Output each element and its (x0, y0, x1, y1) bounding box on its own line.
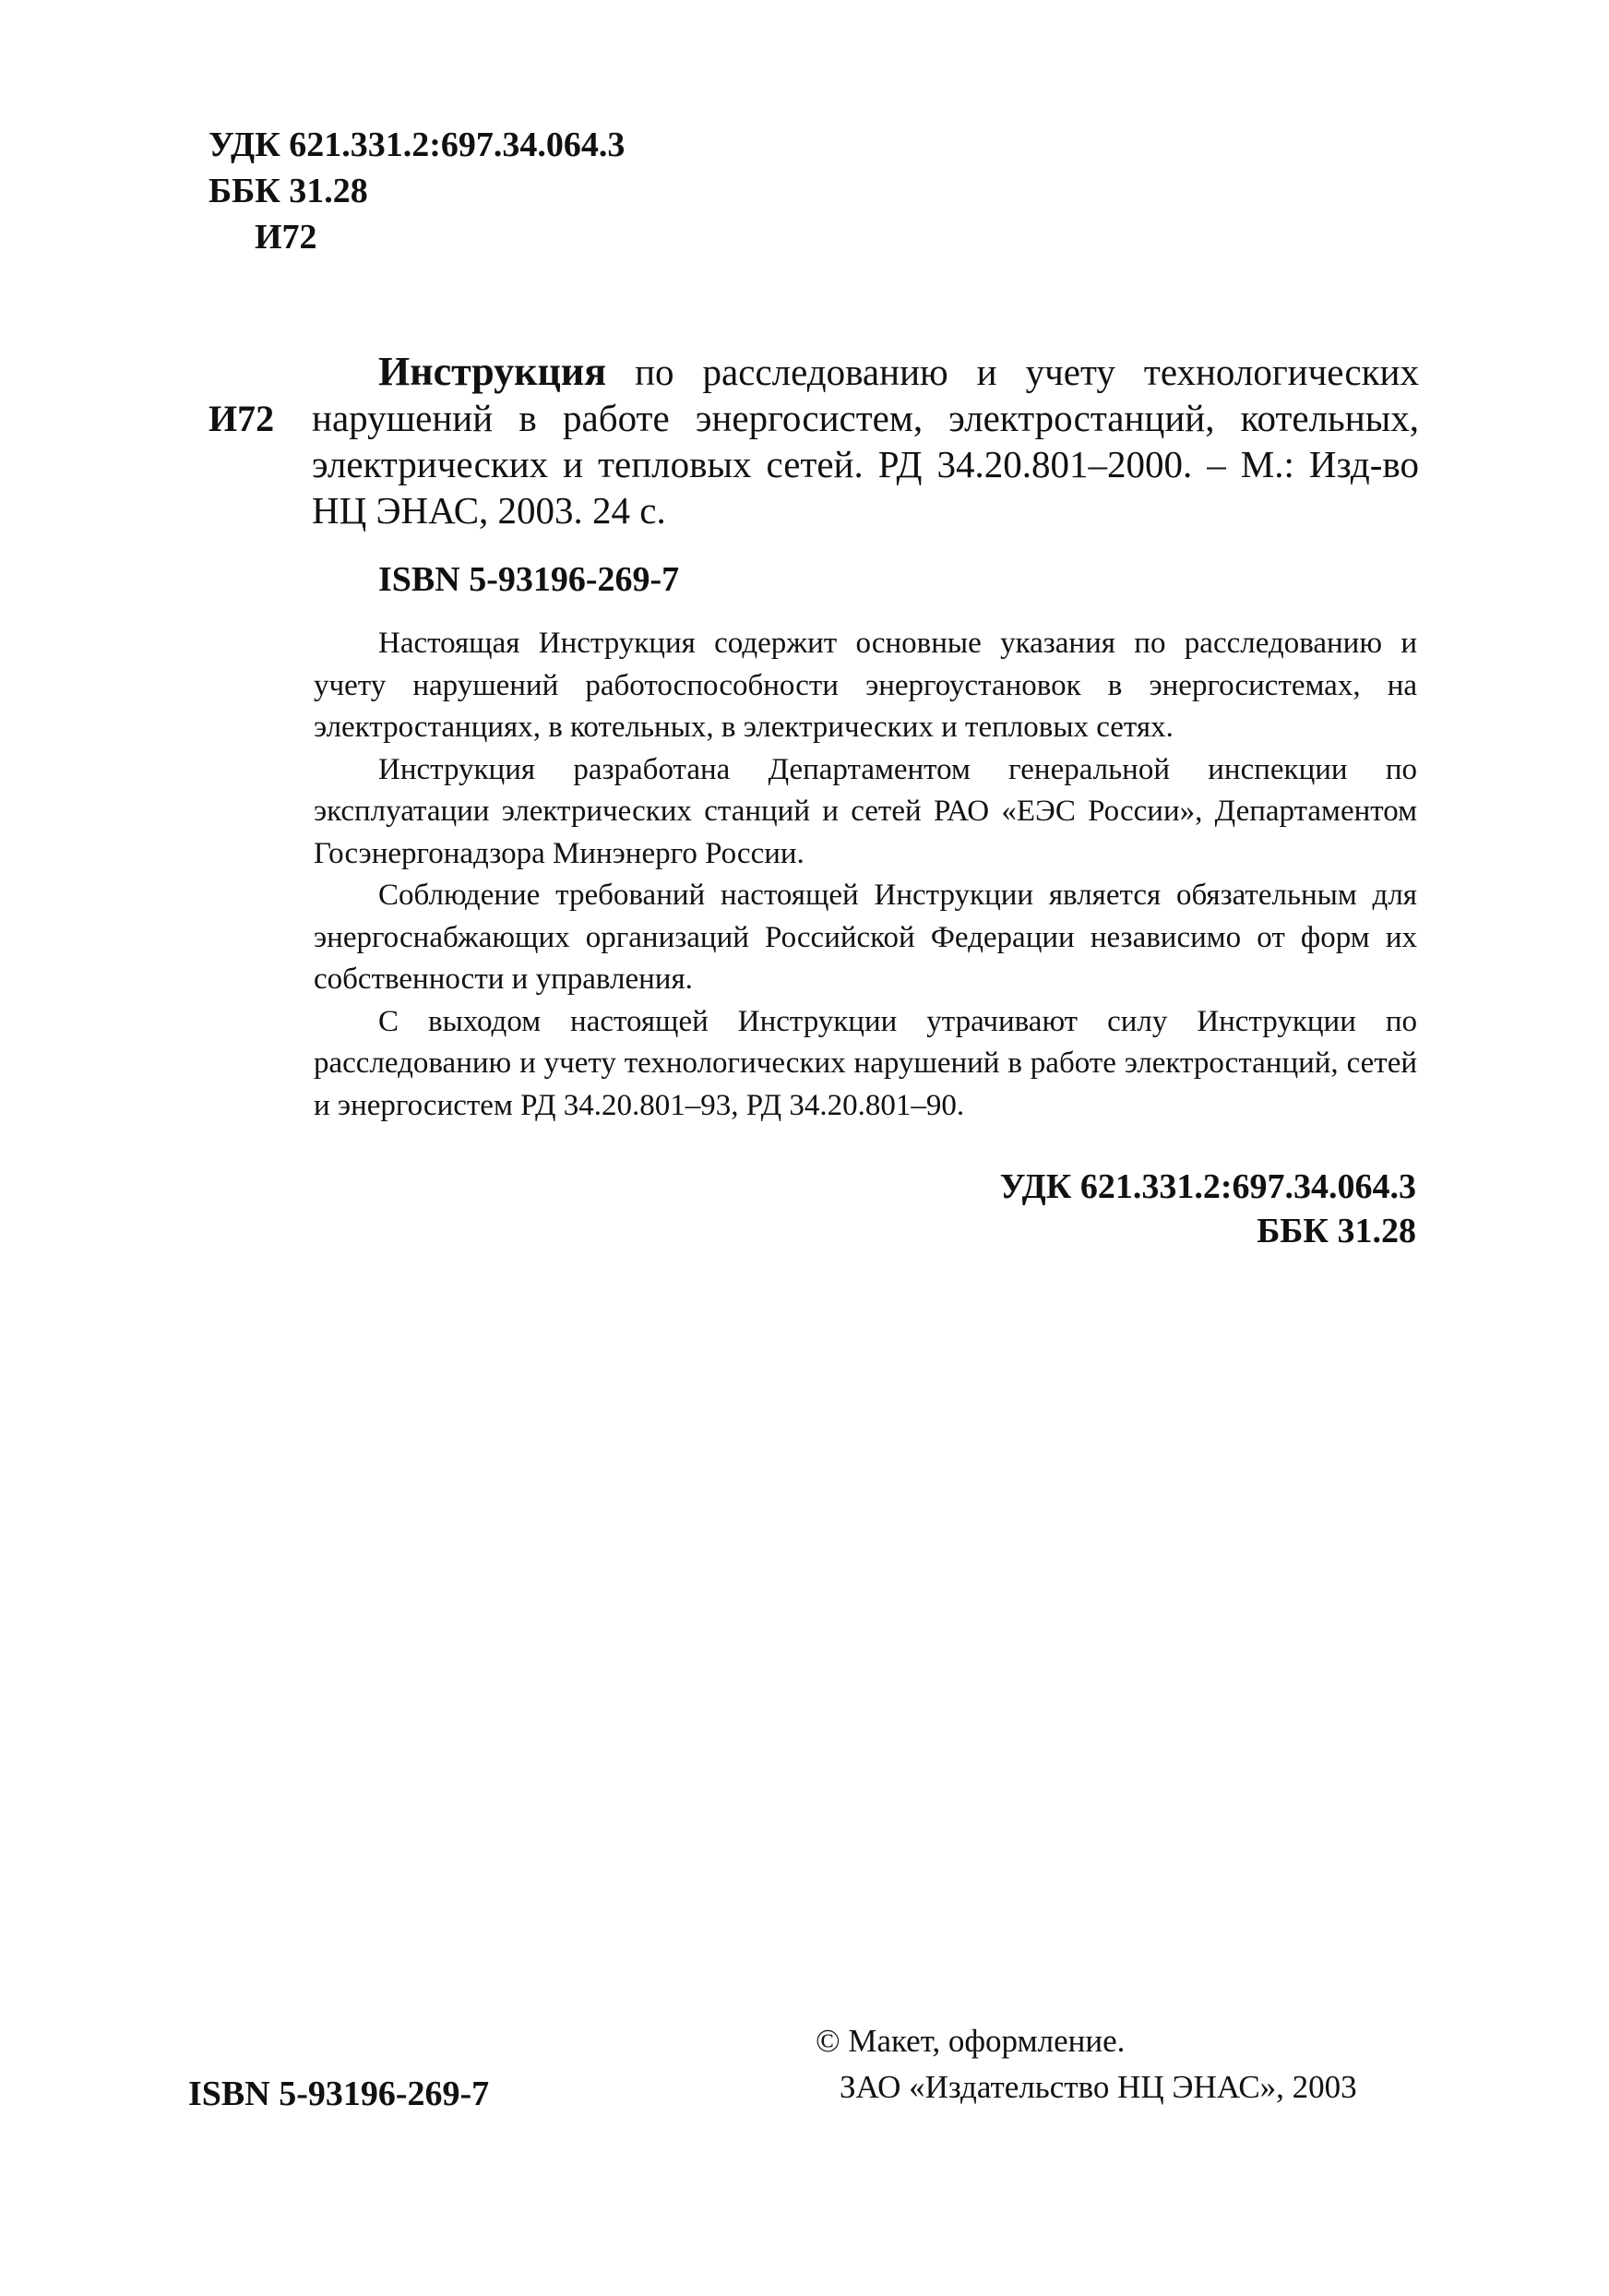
footer-isbn: ISBN 5-93196-269-7 (188, 2075, 490, 2113)
bbk-code-right: ББК 31.28 (1257, 1212, 1416, 1250)
annotation-paragraph: С выходом настоящей Инструкции утрачивают силу Инструкции по расследованию и учету технологических нарушений в работе электростанций, сетей и энергосистем РД 34.20.801–93, РД 34.20.801–90. (314, 1004, 1417, 1122)
udk-code: УДК 621.331.2:697.34.064.3 (209, 126, 626, 164)
classification-codes-top (209, 122, 625, 260)
classification-codes-right (1000, 1165, 1416, 1253)
bbk-code: ББК 31.28 (209, 172, 368, 210)
annotation-paragraph: Настоящая Инструкция содержит основные указания по расследованию и учету нарушений работоспособности энергоустановок в энергосистемах, на электростанциях, в котельных, в электрических и тепловых сетях. (314, 627, 1417, 744)
entry-title-word: Инструкция (378, 349, 607, 394)
annotation-paragraph: Соблюдение требований настоящей Инструкции является обязательным для энергоснабжающих организаций Российской Федерации независимо от форм их собственности и управления. (314, 879, 1417, 996)
copyright-notice (816, 2018, 1357, 2111)
author-mark: И72 (255, 218, 317, 257)
entry-author-mark: И72 (209, 398, 275, 439)
annotation (314, 623, 1417, 1127)
entry-isbn: ISBN 5-93196-269-7 (378, 560, 680, 599)
bibliographic-entry (312, 349, 1419, 533)
copyright-line-2: ЗАО «Издательство НЦ ЭНАС», 2003 (840, 2069, 1357, 2105)
entry-description: по расследованию и учету технологических нарушений в работе энергосистем, электростанций, котельных, электрических и тепловых сетей. РД 34.20.801–2000. – М.: Изд-во НЦ ЭНАС, 2003. 24 с. (312, 351, 1419, 532)
annotation-paragraph: Инструкция разработана Департаментом генеральной инспекции по эксплуатации электрических станций и сетей РАО «ЕЭС России», Департаментом Госэнергонадзора Минэнерго России. (314, 752, 1417, 870)
copyright-line-1: © Макет, оформление. (816, 2023, 1126, 2059)
udk-code-right: УДК 621.331.2:697.34.064.3 (999, 1167, 1416, 1206)
